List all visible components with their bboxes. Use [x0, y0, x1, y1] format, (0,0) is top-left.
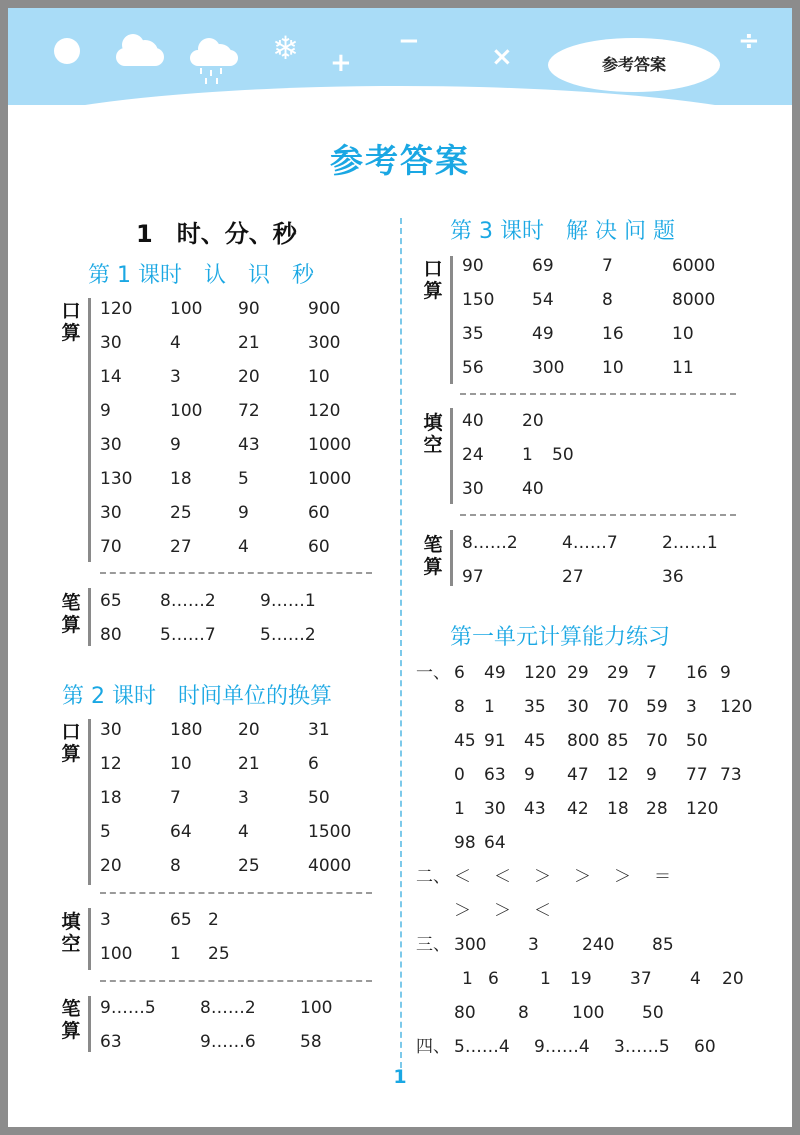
answer-cell: 9……4: [534, 1037, 590, 1057]
answer-cell: ＞: [614, 867, 631, 887]
label-char: 算: [423, 280, 443, 302]
answer-cell: 64: [170, 822, 192, 842]
cloud-sun-icon: [116, 34, 166, 70]
fill-blank-label: [422, 412, 444, 456]
answer-cell: 25: [208, 944, 230, 964]
answer-cell: 98: [454, 833, 476, 853]
answer-cell: 300: [308, 333, 341, 353]
answer-cell: 21: [238, 333, 260, 353]
section-rule: [450, 530, 453, 586]
answer-cell: 120: [686, 799, 719, 819]
answer-cell: 5: [238, 469, 249, 489]
label-char: 填: [61, 911, 81, 933]
label-char: 笔: [61, 592, 81, 614]
answer-cell: 3: [686, 697, 697, 717]
answer-cell: 65: [100, 591, 122, 611]
answer-cell: 30: [484, 799, 506, 819]
answer-cell: 16: [602, 324, 624, 344]
dashed-separator: [100, 572, 372, 574]
page-title: 参考答案: [330, 141, 470, 180]
answer-cell: 900: [308, 299, 341, 319]
written-calc-label: [60, 592, 82, 636]
answer-cell: 50: [686, 731, 708, 751]
answer-cell: 3……5: [614, 1037, 670, 1057]
mental-calc-label: [60, 300, 82, 344]
answer-cell: 5……2: [260, 625, 316, 645]
answer-cell: 8……2: [160, 591, 216, 611]
answer-cell: 9: [646, 765, 657, 785]
answer-cell: 27: [170, 537, 192, 557]
answer-cell: 37: [630, 969, 652, 989]
answer-cell: 4……7: [562, 533, 618, 553]
answer-cell: ＝: [654, 867, 671, 887]
answer-cell: 4: [238, 822, 249, 842]
answer-cell: 60: [308, 537, 330, 557]
answer-cell: 6000: [672, 256, 716, 276]
part-label: 三、: [416, 935, 450, 955]
plus-icon: +: [330, 48, 352, 78]
label-char: 算: [61, 743, 81, 765]
answer-cell: 8……2: [200, 998, 256, 1018]
answer-cell: 47: [567, 765, 589, 785]
answer-cell: 72: [238, 401, 260, 421]
section-rule: [450, 256, 453, 384]
answer-cell: 20: [238, 367, 260, 387]
dashed-separator: [100, 892, 372, 894]
sun-icon: [54, 38, 80, 64]
answer-cell: 65: [170, 910, 192, 930]
answer-cell: 1500: [308, 822, 352, 842]
answer-cell: 85: [652, 935, 674, 955]
answer-cell: 4: [238, 537, 249, 557]
answer-cell: 100: [572, 1003, 605, 1023]
answer-page: [8, 8, 792, 1127]
answer-cell: 100: [300, 998, 333, 1018]
label-char: 空: [61, 933, 81, 955]
part-label: 二、: [416, 867, 450, 887]
answer-cell: 90: [238, 299, 260, 319]
answer-cell: 6: [454, 663, 465, 683]
answer-cell: 6: [488, 969, 499, 989]
answer-cell: 8000: [672, 290, 716, 310]
answer-cell: 1: [454, 799, 465, 819]
page-number: 1: [393, 1066, 407, 1088]
answer-cell: ＞: [534, 867, 551, 887]
answer-cell: 100: [170, 299, 203, 319]
part-label: 一、: [416, 663, 450, 683]
answer-cell: 1000: [308, 469, 352, 489]
answer-cell: 45: [454, 731, 476, 751]
answer-cell: 1: [540, 969, 551, 989]
answer-cell: 9……5: [100, 998, 156, 1018]
minus-icon: −: [398, 26, 420, 56]
lesson2-title: 第 2 课时 时间单位的换算: [62, 684, 332, 709]
answer-cell: 50: [308, 788, 330, 808]
answer-cell: ＜: [494, 867, 511, 887]
answer-cell: 77: [686, 765, 708, 785]
dashed-separator: [460, 393, 736, 395]
answer-cell: 3: [238, 788, 249, 808]
answer-cell: 18: [170, 469, 192, 489]
answer-cell: 4000: [308, 856, 352, 876]
answer-cell: 7: [602, 256, 613, 276]
answer-cell: 45: [524, 731, 546, 751]
label-char: 空: [423, 434, 443, 456]
answer-cell: 29: [607, 663, 629, 683]
answer-cell: 30: [567, 697, 589, 717]
answer-cell: 40: [462, 411, 484, 431]
answer-cell: 120: [308, 401, 341, 421]
answer-cell: 11: [672, 358, 694, 378]
answer-cell: 30: [100, 720, 122, 740]
section-rule: [88, 719, 91, 885]
answer-cell: 16: [686, 663, 708, 683]
answer-cell: 36: [662, 567, 684, 587]
answer-cell: 25: [170, 503, 192, 523]
answer-cell: 18: [607, 799, 629, 819]
answer-cell: 1: [484, 697, 495, 717]
answer-cell: 70: [100, 537, 122, 557]
answer-cell: 0: [454, 765, 465, 785]
answer-cell: ＜: [454, 867, 471, 887]
answer-cell: 43: [238, 435, 260, 455]
answer-cell: ＞: [574, 867, 591, 887]
fill-blank-label: [60, 911, 82, 955]
answer-cell: 20: [522, 411, 544, 431]
chapter-title: 1 时、分、秒: [136, 220, 297, 248]
answer-cell: 40: [522, 479, 544, 499]
snowflake-icon: ❄: [272, 29, 299, 67]
answer-cell: 42: [567, 799, 589, 819]
answer-cell: 10: [308, 367, 330, 387]
answer-cell: 21: [238, 754, 260, 774]
answer-cell: 5: [100, 822, 111, 842]
dashed-separator: [100, 980, 372, 982]
answer-cell: 1: [522, 445, 533, 465]
answer-cell: 43: [524, 799, 546, 819]
written-calc-label: [422, 534, 444, 578]
answer-cell: 10: [672, 324, 694, 344]
answer-cell: 9: [170, 435, 181, 455]
answer-cell: 50: [642, 1003, 664, 1023]
answer-cell: 5……7: [160, 625, 216, 645]
label-char: 填: [423, 412, 443, 434]
section-rule: [88, 298, 91, 562]
answer-cell: 18: [100, 788, 122, 808]
answer-cell: 130: [100, 469, 133, 489]
answer-cell: 7: [646, 663, 657, 683]
answer-cell: 50: [552, 445, 574, 465]
answer-cell: 10: [602, 358, 624, 378]
label-char: 口: [61, 721, 81, 743]
answer-cell: 20: [722, 969, 744, 989]
answer-cell: 300: [454, 935, 487, 955]
answer-cell: 90: [462, 256, 484, 276]
answer-cell: 3: [528, 935, 539, 955]
answer-cell: 70: [607, 697, 629, 717]
answer-cell: 2: [208, 910, 219, 930]
answer-cell: 80: [454, 1003, 476, 1023]
answer-cell: 29: [567, 663, 589, 683]
answer-cell: 31: [308, 720, 330, 740]
answer-cell: 30: [462, 479, 484, 499]
label-char: 算: [61, 322, 81, 344]
lesson1-title: 第 1 课时 认 识 秒: [88, 263, 314, 288]
answer-cell: 63: [100, 1032, 122, 1052]
written-calc-label: [60, 998, 82, 1042]
answer-cell: 4: [690, 969, 701, 989]
answer-cell: 8: [518, 1003, 529, 1023]
answer-cell: 80: [100, 625, 122, 645]
answer-cell: 85: [607, 731, 629, 751]
answer-cell: 27: [562, 567, 584, 587]
answer-cell: 3: [100, 910, 111, 930]
answer-cell: 25: [238, 856, 260, 876]
answer-cell: 8: [454, 697, 465, 717]
answer-cell: 100: [100, 944, 133, 964]
answer-cell: 240: [582, 935, 615, 955]
answer-cell: 24: [462, 445, 484, 465]
answer-cell: 60: [308, 503, 330, 523]
answer-cell: 56: [462, 358, 484, 378]
answer-cell: 300: [532, 358, 565, 378]
answer-cell: 35: [524, 697, 546, 717]
answer-cell: 19: [570, 969, 592, 989]
answer-cell: 64: [484, 833, 506, 853]
answer-cell: 59: [646, 697, 668, 717]
answer-cell: 7: [170, 788, 181, 808]
answer-cell: 54: [532, 290, 554, 310]
answer-cell: 63: [484, 765, 506, 785]
label-char: 笔: [423, 534, 443, 556]
answer-cell: 100: [170, 401, 203, 421]
label-char: 口: [423, 258, 443, 280]
answer-cell: 30: [100, 503, 122, 523]
answer-cell: 150: [462, 290, 495, 310]
answer-cell: 97: [462, 567, 484, 587]
divide-icon: ÷: [738, 26, 760, 56]
answer-cell: 20: [238, 720, 260, 740]
answer-cell: 180: [170, 720, 203, 740]
label-char: 算: [61, 1020, 81, 1042]
answer-cell: 1000: [308, 435, 352, 455]
answer-cell: 5……4: [454, 1037, 510, 1057]
answer-cell: ＞: [454, 901, 471, 921]
section-rule: [88, 588, 91, 646]
label-char: 算: [61, 614, 81, 636]
answer-cell: 6: [308, 754, 319, 774]
answer-cell: 9: [238, 503, 249, 523]
answer-cell: 60: [694, 1037, 716, 1057]
answer-cell: 12: [100, 754, 122, 774]
answer-cell: 49: [532, 324, 554, 344]
answer-cell: 69: [532, 256, 554, 276]
answer-cell: 8: [602, 290, 613, 310]
dashed-separator: [460, 514, 736, 516]
answer-cell: 9: [720, 663, 731, 683]
answer-cell: 12: [607, 765, 629, 785]
answer-cell: 91: [484, 731, 506, 751]
answer-cell: 120: [524, 663, 557, 683]
part-label: 四、: [416, 1037, 450, 1057]
answer-cell: 800: [567, 731, 600, 751]
lesson3-title: 第 3 课时 解 决 问 题: [450, 219, 675, 244]
mental-calc-label: [60, 721, 82, 765]
answer-cell: 58: [300, 1032, 322, 1052]
answer-cell: 35: [462, 324, 484, 344]
rain-cloud-icon: [190, 38, 240, 86]
answer-cell: ＜: [534, 901, 551, 921]
answer-cell: 1: [170, 944, 181, 964]
label-char: 笔: [61, 998, 81, 1020]
section-rule: [88, 908, 91, 970]
answer-cell: 14: [100, 367, 122, 387]
answer-cell: 8……2: [462, 533, 518, 553]
mental-calc-label: [422, 258, 444, 302]
answer-cell: 3: [170, 367, 181, 387]
answer-cell: 70: [646, 731, 668, 751]
answer-cell: 9……1: [260, 591, 316, 611]
answer-cell: 120: [720, 697, 753, 717]
header-banner: [8, 8, 792, 105]
answer-badge: 参考答案: [548, 38, 720, 92]
answer-cell: 30: [100, 333, 122, 353]
answer-cell: 28: [646, 799, 668, 819]
unit-practice-title: 第一单元计算能力练习: [450, 625, 671, 650]
answer-cell: 9……6: [200, 1032, 256, 1052]
label-char: 口: [61, 300, 81, 322]
answer-cell: 120: [100, 299, 133, 319]
answer-cell: 9: [100, 401, 111, 421]
section-rule: [450, 408, 453, 504]
times-icon: ×: [491, 42, 513, 72]
label-char: 算: [423, 556, 443, 578]
answer-cell: 10: [170, 754, 192, 774]
answer-cell: 2……1: [662, 533, 718, 553]
answer-cell: 30: [100, 435, 122, 455]
answer-cell: 73: [720, 765, 742, 785]
answer-cell: 4: [170, 333, 181, 353]
answer-cell: 8: [170, 856, 181, 876]
section-rule: [88, 996, 91, 1052]
answer-cell: 9: [524, 765, 535, 785]
answer-cell: 1: [462, 969, 473, 989]
answer-cell: 49: [484, 663, 506, 683]
answer-cell: ＞: [494, 901, 511, 921]
column-divider: [400, 218, 402, 1068]
answer-cell: 20: [100, 856, 122, 876]
